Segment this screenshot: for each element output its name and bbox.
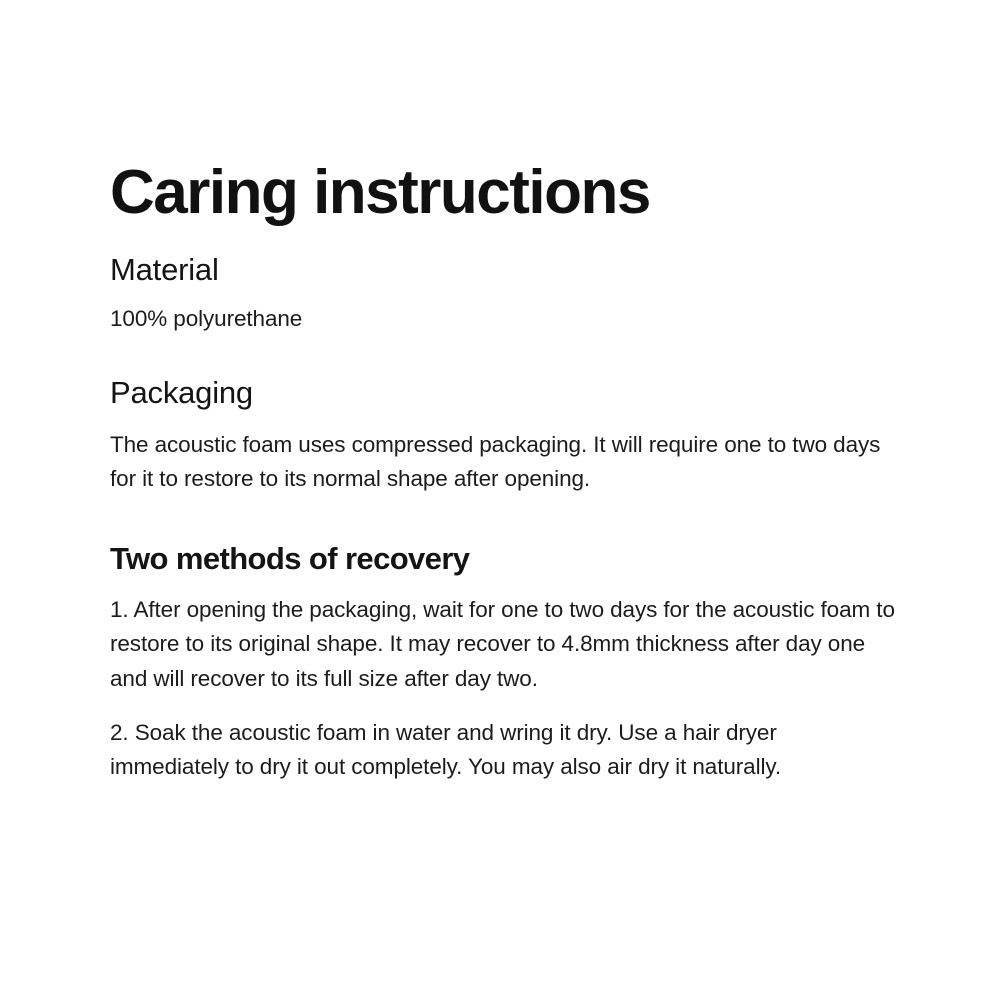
page-title: Caring instructions [110, 158, 650, 227]
section-paragraph-material: 100% polyurethane [110, 306, 303, 332]
section-paragraph-packaging: The acoustic foam uses compressed packaging. It will require one to two days for it to restore to its normal shape after opening. [110, 431, 881, 491]
section-heading-material: Material [110, 252, 219, 288]
recovery-method-one: 1. After opening the packaging, wait for one to two days for the acoustic foam to restore to its original shape. It may recover to 4.8mm thickness after day one and will recover to its full size after day two. [110, 597, 895, 691]
section-heading-packaging: Packaging [110, 375, 253, 411]
section-material [110, 251, 900, 336]
recovery-method-two: 2. Soak the acoustic foam in water and wring it dry. Use a hair dryer immediately to dry it out completely. You may also air dry it naturally. [110, 719, 782, 779]
section-heading-recovery: Two methods of recovery [110, 541, 470, 577]
section-packaging [110, 374, 900, 496]
section-recovery [110, 540, 900, 784]
